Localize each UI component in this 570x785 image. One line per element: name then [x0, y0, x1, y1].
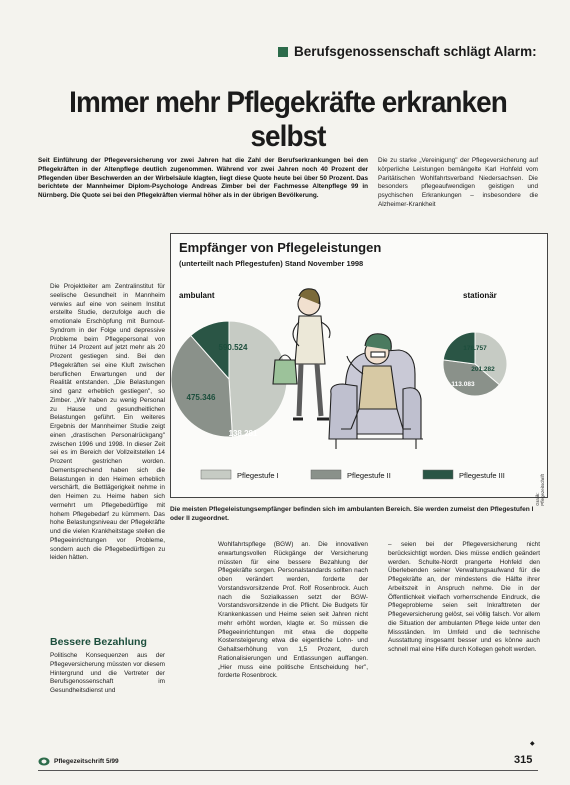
pie-value-label-2: 475.346 [186, 393, 216, 402]
journal-name: Pflegezeitschrift 5/99 [54, 758, 119, 765]
chart-box [170, 233, 548, 506]
kicker-square-icon [278, 47, 288, 57]
pie-value-label-3: 113.083 [451, 381, 475, 388]
caregiver-illustration [273, 289, 423, 449]
pie-stationaer [443, 332, 507, 396]
chart-title: Empfänger von Pflegeleistungen [179, 240, 382, 255]
legend-label-2: Pflegestufe II [347, 471, 391, 480]
kicker [278, 44, 537, 59]
legend-swatch-1 [201, 470, 231, 479]
footer-journal [38, 757, 119, 766]
right-column-bottom: – seien bei der Pflegeversicherung nicht berücksichtigt worden. Dies müsse endlich geändert werden. Schulte-Nordt prangerte Hohfeld den Überlebenden seiner Verwaltungsaufwand für die Pflegekräfte an, der mindestens die Hälfte ihrer Arbeitszeit in Anspruch nehme. Die in der Öffentlichkeit vielfach vorherrschende Eindruck, die Pflegeprobleme seien seit Inkrafttreten der Pflegeversicherung gelöst, sei völlig falsch. Vor allem die Situation der ambulanten Pflege leide unter den Missständen. Im Umfeld und die technische Ausstattung insgesamt besser und es könne auch schnell mal eine Hilfe durch Kollegen geholt werden. [388, 541, 540, 653]
legend-swatch-2 [311, 470, 341, 479]
lead-paragraph: Seit Einführung der Pflegeversicherung vor zwei Jahren hat die Zahl der Berufserkrankungen bei den Pflegekräften in der Altenpflege deutlich zugenommen. Während vor zwei Jahren noch 40 Prozent der Pflegenden über Beschwerden an der Wirbelsäule klagten, liegt diese Quote heute bei über 50 Prozent. Das berichtete der Mannheimer Diplom-Psychologe Andreas Zimber bei der Fachmesse Altenpflege 99 in Nürnberg. Die Quote sei bei den Pflegekräften viermal höher als in der übrigen Bevölkerung. [38, 157, 368, 199]
chart-subtitle: (unterteilt nach Pflegestufen) Stand November 1998 [179, 259, 364, 268]
journal-logo-icon [38, 757, 50, 766]
kicker-text: Berufsgenossenschaft schlägt Alarm: [294, 44, 537, 59]
chart-svg [171, 234, 547, 497]
legend-swatch-3 [423, 470, 453, 479]
middle-column-text: Wohlfahrtspflege (BGW) an. Die innovativen erwartungsvollen Rückgänge der Versicherung müssten für eine bessere Bezahlung der Pflegekräfte sorgen. Personalstandards sollten nach oben verändert werden, forderte der Vorstandsvorsitzende Prof. Rolf Rosenbrock. Auch nach die Sozialkassen setzt der BGW-Vorstandsvorsitzende in die Pflicht. Die Budgets für Krankenkassen und Heime seien seit Jahren nicht mehr erhöht worden, klagte er. So müssen die Pflegeeinrichtungen mit etwa die doppelte Kostensteigerung etwa die eigentliche Lohn- und Gehaltserhöhung von 1,5 Prozent, durch Rationalisierungen und Entlassungen auffangen. „Hier muss eine politische Entscheidung her", forderte Rosenbrock. [218, 541, 368, 680]
label-stationaer: stationär [463, 291, 497, 300]
section-text: Politische Konsequenzen aus der Pflegeversicherung müssten vor diesem Hintergrund und die Vertreter der Berufsgenossenschaft im Gesundheitsdienst und [50, 652, 165, 694]
section-heading: Bessere Bezahlung [50, 636, 147, 648]
legend-label-3: Pflegestufe III [459, 471, 505, 480]
right-column-top: Die zu starke „Vereinigung" der Pflegeversicherung auf körperliche Leistungen bemängelte Karl Hohfeld vom Paritätischen Wohlfahrtsverband Niedersachsen. Die besonders pflegeaufwendigen geistigen und psychischen Erkrankungen – insbesondere die Alzheimer-Krankheit [378, 157, 538, 208]
label-ambulant: ambulant [179, 291, 215, 300]
chart-credit: Grafik: Pflegezeitschrift [535, 473, 545, 506]
pie-value-label-1: 178.757 [463, 345, 487, 352]
pie-ambulant [171, 321, 287, 438]
chart-caption: Die meisten Pflegeleistungsempfänger befinden sich im ambulanten Bereich. Sie werden zumeist den Pflegestufen I oder II zugeordnet. [170, 506, 534, 522]
end-mark: ◆ [530, 741, 535, 747]
footer-rule [38, 770, 538, 771]
legend [201, 470, 505, 480]
left-column-text: Die Projektleiter am Zentralinstitut für seelische Gesundheit in Mannheim verwies auf eine von seinem Institut erstellte Studie, derzufolge auch die emotionale Erschöpfung mit Burnout-Syndrom in der Folge und depressive Probleme beim Pflegepersonal von früher 14 Prozent auf jetzt mehr als 20 Prozent gestiegen sind. Bei den Pflegekräften sei eine Kluft zwischen beruflichen Erwartungen und der Realität entstanden. „Die Belastungen sind ganz erheblich gestiegen", so Zimber. „Wir haben zu wenig Personal zu Hause und gesundheitlichen Belastungen geführt. Ein weiteres Ergebnis der Mannheimer Studie zeigt einen „drastischen Personalrückgang" zwischen 1996 und 1998. In dieser Zeit sei es im Bereich der Vollzeitstellen 14 Prozent gestrichen worden. Dementsprechend haben sich die Belastungen in den Heimen erheblich verschärft, die Bettlägerigkeit nehme in den Heimen zu. Heime haben sich vermehrt um Pflegebedürftige mit hohem Pflegebedarf zu kümmern. Das hohe Belastungsniveau der Pflegekräfte und die vielen Krankheitstage stellen die Pflegeeinrichtungen vor Probleme, sondern auch die Pflegebedürftigen zu leiden hätten. [50, 283, 165, 562]
pie-value-label-3: 138.281 [228, 429, 258, 438]
legend-label-1: Pflegestufe I [237, 471, 279, 480]
pie-value-label-1: 590.524 [218, 343, 248, 352]
headline: Immer mehr Pflegekräfte erkranken selbst [69, 86, 507, 153]
page-number: 315 [514, 754, 533, 766]
pie-value-label-2: 201.282 [471, 366, 495, 373]
